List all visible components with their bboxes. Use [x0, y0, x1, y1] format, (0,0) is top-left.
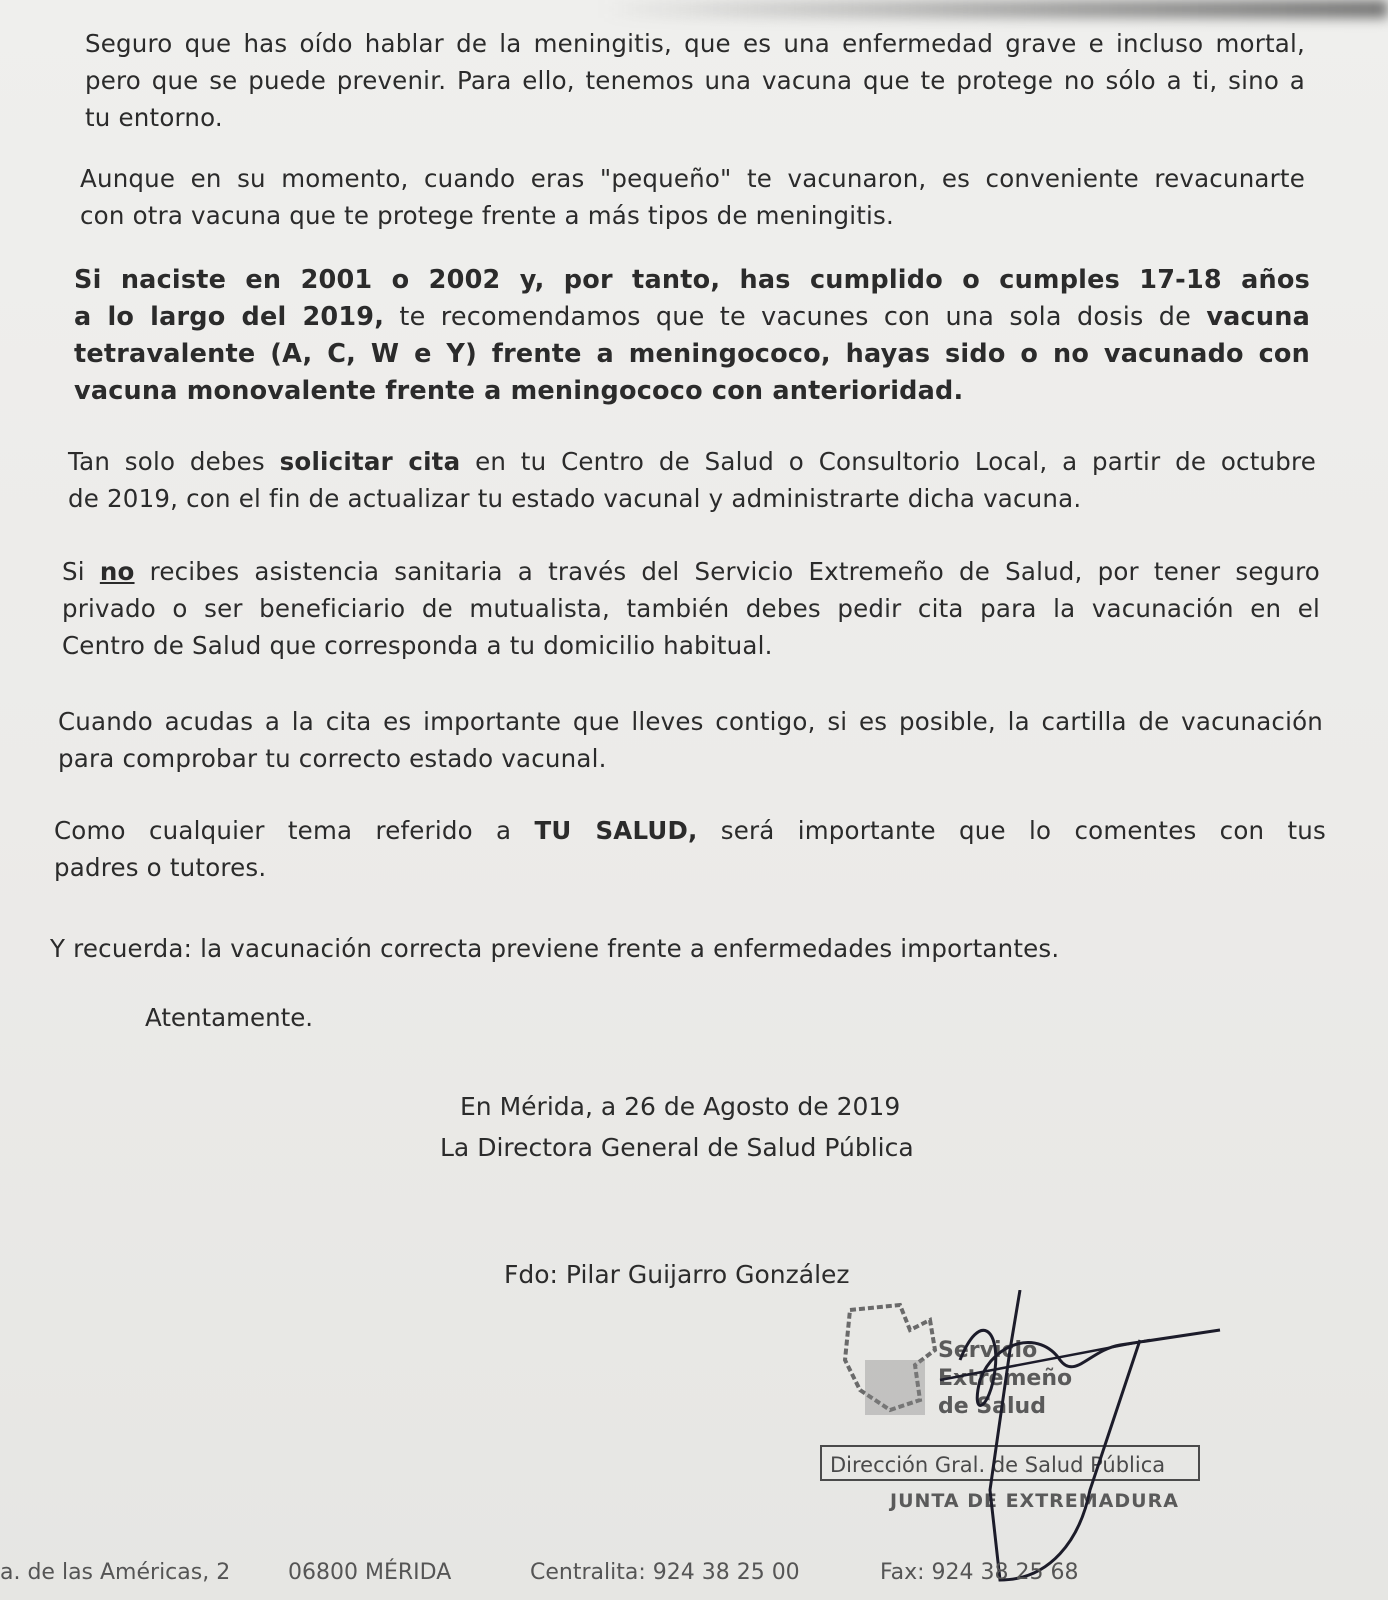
bold-text: Si naciste en 2001 o 2002 y, por tanto, has cumplido o cumples 17-18 años — [74, 265, 1310, 295]
footer-phone: Centralita: 924 38 25 00 — [530, 1560, 800, 1585]
paragraph-your-health — [54, 812, 1326, 886]
paragraph-revaccination — [80, 160, 1305, 234]
footer-postal: 06800 MÉRIDA — [288, 1560, 452, 1585]
text-line: pero que se puede prevenir. Para ello, tenemos una vacuna que te protege no sólo a ti, sino a — [85, 66, 1305, 95]
signed-line: Fdo: Pilar Guijarro González — [504, 1260, 850, 1289]
closing-text: Atentamente. — [145, 1003, 314, 1032]
text-line — [74, 262, 1310, 299]
stamp-line: de Salud — [938, 1394, 1046, 1419]
text-line: tu entorno. — [85, 103, 223, 132]
stamp-subtitle: JUNTA DE EXTREMADURA — [890, 1490, 1179, 1512]
footer-fax: Fax: 924 38 25 68 — [880, 1560, 1079, 1585]
stamp-line: Extremeño — [938, 1366, 1073, 1391]
paragraph-appointment — [68, 443, 1316, 517]
text-line: Aunque en su momento, cuando eras "pequeño" te vacunaron, es conveniente revacunarte — [80, 164, 1305, 193]
bold-text: vacuna — [1206, 302, 1310, 332]
text-line — [74, 299, 1310, 336]
date-line: En Mérida, a 26 de Agosto de 2019 — [460, 1092, 901, 1121]
paragraph-reminder — [50, 930, 1330, 967]
paragraph-intro — [85, 25, 1305, 136]
normal-text: será importante que lo comentes con tus — [697, 816, 1326, 845]
text-line: para comprobar tu correcto estado vacunal. — [58, 744, 607, 773]
underlined-text — [100, 557, 135, 586]
paragraph-private-insurance — [62, 553, 1320, 664]
text-line: Seguro que has oído hablar de la meningitis, que es una enfermedad grave e incluso mortal, — [85, 29, 1305, 58]
text-line: con otra vacuna que te protege frente a más tipos de meningitis. — [80, 201, 894, 230]
text-line — [68, 443, 1316, 480]
bold-text: tetravalente (A, C, W e Y) frente a meningococo, hayas sido o no vacunado con — [74, 339, 1310, 369]
text-line — [74, 373, 1310, 410]
text-line: Centro de Salud que corresponda a tu domicilio habitual. — [62, 631, 773, 660]
text-line: privado o ser beneficiario de mutualista, también debes pedir cita para la vacunación en el — [62, 594, 1320, 623]
text-line: de 2019, con el fin de actualizar tu estado vacunal y administrarte dicha vacuna. — [68, 484, 1082, 513]
normal-text: te recomendamos que te vacunes con una sola dosis de — [384, 302, 1207, 332]
bold-text: TU SALUD, — [534, 816, 698, 845]
bold-text: vacuna monovalente frente a meningococo con anterioridad. — [74, 376, 964, 406]
paragraph-vaccination-card — [58, 703, 1323, 777]
text-line: padres o tutores. — [54, 853, 267, 882]
page-shadow — [600, 0, 1388, 18]
normal-text: en tu Centro de Salud o Consultorio Local, a partir de octubre — [460, 447, 1316, 476]
text-line — [74, 336, 1310, 373]
text-line: Y recuerda: la vacunación correcta previene frente a enfermedades importantes. — [50, 934, 1060, 963]
normal-text: recibes asistencia sanitaria a través del Servicio Extremeño de Salud, por tener seguro — [134, 557, 1320, 586]
normal-text: Si — [62, 557, 100, 586]
footer-address: a. de las Américas, 2 — [0, 1560, 231, 1585]
text-line — [54, 812, 1326, 849]
signature-icon — [820, 1290, 1240, 1590]
paragraph-recommendation — [74, 262, 1310, 410]
bold-text: a lo largo del 2019, — [74, 302, 385, 332]
stamp-box: Dirección Gral. de Salud Pública — [820, 1445, 1200, 1481]
bold-text: solicitar cita — [279, 447, 461, 476]
normal-text: Como cualquier tema referido a — [54, 816, 535, 845]
text-line: Cuando acudas a la cita es importante que lleves contigo, si es posible, la cartilla de vacunación — [58, 707, 1323, 736]
stamp-line: Servicio — [938, 1338, 1038, 1363]
director-line: La Directora General de Salud Pública — [440, 1133, 914, 1162]
text-line — [62, 553, 1320, 590]
normal-text: Tan solo debes — [68, 447, 280, 476]
bold-text: no — [99, 557, 135, 586]
official-stamp — [820, 1290, 1240, 1590]
